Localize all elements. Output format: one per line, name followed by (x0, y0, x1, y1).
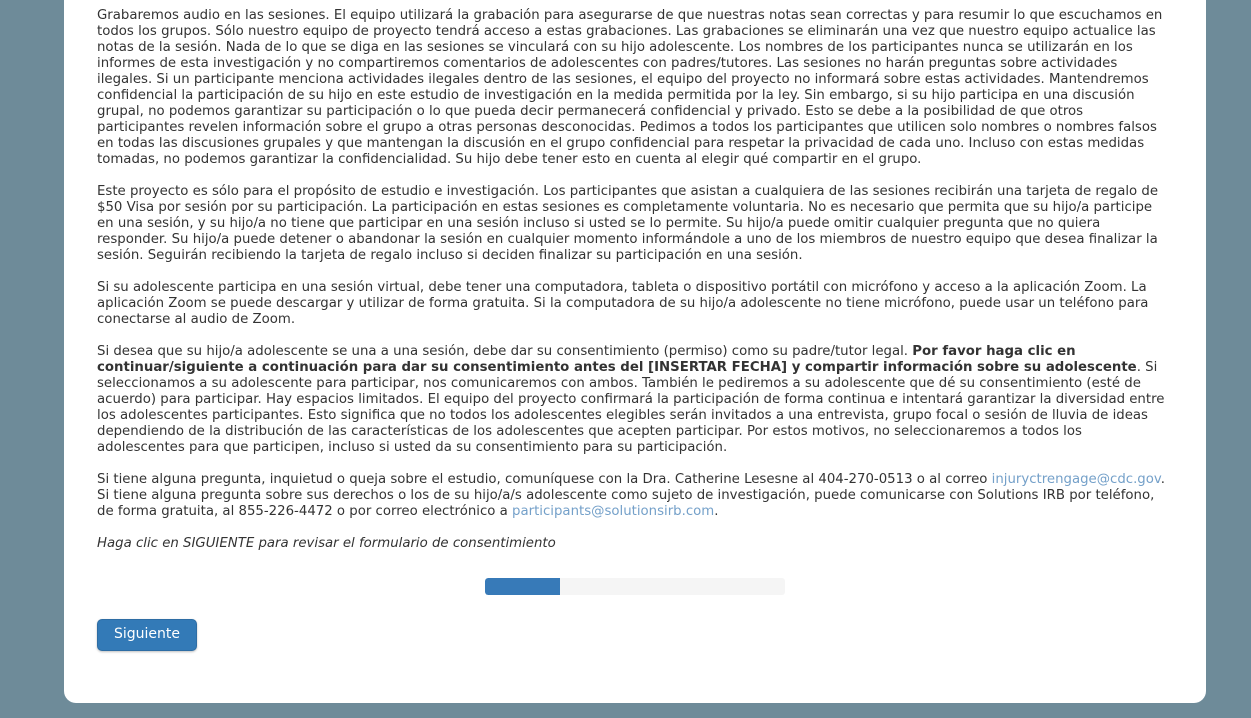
contact-mid: . Si tiene alguna pregunta sobre sus derechos o los de su hijo/a/s adolescente como sujeto de investigación, puede comunicarse con Solutions IRB por teléfono, de forma gratuita, al 855-226-4472 o por correo electrónico a (97, 472, 1165, 519)
consent-paragraph-consent-click (97, 344, 1166, 456)
consent-paragraph-recording: Grabaremos audio en las sesiones. El equipo utilizará la grabación para asegurarse de que nuestras notas sean correctas y para resumir lo que escuchamos en todos los grupos. Sólo nuestro equipo de proyecto tendrá acceso a estas grabaciones. Las grabaciones se eliminarán una vez que nuestro equipo actualice las notas de la sesión. Nada de lo que se diga en las sesiones se vinculará con su hijo adolescente. Los nombres de los participantes nunca se utilizarán en los informes de esta investigación y no compartiremos comentarios de adolescentes con padres/tutores. Las sesiones no harán preguntas sobre actividades ilegales. Si un participante menciona actividades ilegales dentro de las sesiones, el equipo del proyecto no informará sobre estas actividades. Mantendremos confidencial la participación de su hijo en este estudio de investigación en la medida permitida por la ley. Sin embargo, si su hijo participa en una discusión grupal, no podemos garantizar su participación o lo que pueda decir permanecerá confidencial y privado. Esto se debe a la posibilidad de que otros participantes revelen información sobre el grupo a otras personas desconocidas. Pedimos a todos los participantes que utilicen solo nombres o nombres falsos en todas las discusiones grupales y que mantengan la discusión en el grupo confidencial para respetar la privacidad de cada uno. Incluso con estas medidas tomadas, no podemos garantizar la confidencialidad. Su hijo debe tener esto en cuenta al elegir qué compartir en el grupo. (97, 8, 1163, 167)
consent-click-pre: Si desea que su hijo/a adolescente se una a una sesión, debe dar su consentimiento (permiso) como su padre/tutor legal. (97, 344, 913, 359)
contact-pre: Si tiene alguna pregunta, inquietud o queja sobre el estudio, comuníquese con la Dra. Catherine Lesesne al 404-270-0513 o al correo (97, 472, 992, 487)
progress-bar-fill (485, 578, 560, 595)
consent-form-card (64, 0, 1206, 703)
cdc-email-link[interactable]: injuryctrengage@cdc.gov (991, 472, 1161, 487)
consent-text-block (64, 0, 1206, 552)
navigation-button-row (97, 619, 1206, 651)
consent-click-post: . Si seleccionamos a su adolescente para participar, nos comunicaremos con ambos. También le pediremos a su adolescente que dé su consentimiento (esté de acuerdo) para participar. Hay espacios limitados. El equipo del proyecto confirmará la participación de forma continua e intentará garantizar la diversidad entre los adolescentes participantes. Esto significa que no todos los adolescentes elegibles serán invitados a una entrevista, grupo focal o sesión de lluvia de ideas dependiendo de la distribución de las características de los adolescentes que acepten participar. Por estos motivos, no seleccionaremos a todos los adolescentes para que participen, incluso si usted da su consentimiento para su participación. (97, 360, 1165, 455)
solutionsirb-email-link[interactable]: participants@solutionsirb.com (512, 504, 715, 519)
next-instruction-text: Haga clic en SIGUIENTE para revisar el formulario de consentimiento (97, 536, 556, 551)
next-button[interactable]: Siguiente (97, 619, 197, 651)
contact-post: . (714, 504, 719, 519)
consent-paragraph-contact (97, 472, 1166, 520)
progress-bar-container (64, 578, 1206, 595)
consent-click-bold: Por favor haga clic en continuar/siguiente a continuación para dar su consentimiento antes del [INSERTAR FECHA] y compartir información sobre su adolescente (97, 344, 1137, 375)
consent-paragraph-zoom: Si su adolescente participa en una sesión virtual, debe tener una computadora, tableta o dispositivo portátil con micrófono y acceso a la aplicación Zoom. La aplicación Zoom se puede descargar y utilizar de forma gratuita. Si la computadora de su hijo/a adolescente no tiene micrófono, puede usar un teléfono para conectarse al audio de Zoom. (97, 280, 1149, 327)
progress-bar-track (485, 578, 785, 595)
consent-paragraph-incentive: Este proyecto es sólo para el propósito de estudio e investigación. Los participantes que asistan a cualquiera de las sesiones recibirán una tarjeta de regalo de $50 Visa por sesión por su participación. La participación en estas sesiones es completamente voluntaria. No es necesario que permita que su hijo/a participe en una sesión, y su hijo/a no tiene que participar en una sesión incluso si usted se lo permite. Su hijo/a puede omitir cualquier pregunta que no quiera responder. Su hijo/a puede detener o abandonar la sesión en cualquier momento informándole a uno de los miembros de nuestro equipo que desea finalizar la sesión. Seguirán recibiendo la tarjeta de regalo incluso si deciden finalizar su participación en una sesión. (97, 184, 1159, 263)
